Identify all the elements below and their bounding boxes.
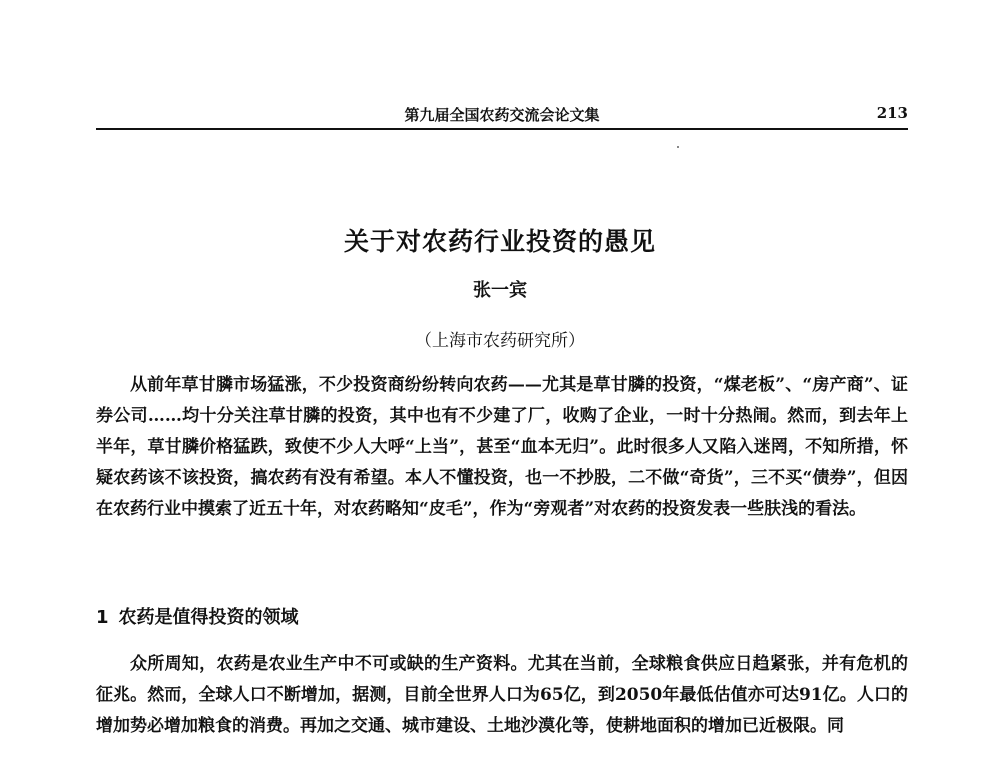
section-title: 农药是值得投资的领域 <box>118 607 299 628</box>
scan-speck <box>677 146 679 148</box>
running-header <box>96 104 908 130</box>
section-number: 1 <box>96 607 109 628</box>
section-heading <box>96 603 299 629</box>
body-paragraph-section-1: 众所周知，农药是农业生产中不可或缺的生产资料。尤其在当前，全球粮食供应日趋紧张，并有危机的征兆。然而，全球人口不断增加，据测，目前全世界人口为65亿，到2050年最低估值亦可达91亿。人口的增加势必增加粮食的消费。再加之交通、城市建设、土地沙漠化等，使耕地面积的增加已近极限。同 <box>96 654 908 736</box>
article-title: 关于对农药行业投资的愚见 <box>343 227 656 256</box>
body-paragraph-intro: 从前年草甘膦市场猛涨，不少投资商纷纷转向农药——尤其是草甘膦的投资，“煤老板”、“房产商”、证券公司……均十分关注草甘膦的投资，其中也有不少建了厂，收购了企业，一时十分热闹。然而，到去年上半年，草甘膦价格猛跌，致使不少人大呼“上当”，甚至“血本无归”。此时很多人又陷入迷罔，不知所措，怀疑农药该不该投资，搞农药有没有希望。本人不懂投资，也一不抄股，二不做“奇货”，三不买“债券”，但因在农药行业中摸索了近五十年，对农药略知“皮毛”，作为“旁观者”对农药的投资发表一些肤浅的看法。 <box>96 375 908 519</box>
header-rule <box>96 128 908 130</box>
page-number: 213 <box>876 104 908 122</box>
journal-title: 第九届全国农药交流会论文集 <box>404 106 600 124</box>
author-affiliation: （上海市农药研究所） <box>415 331 585 351</box>
article-author: 张一宾 <box>473 280 527 301</box>
